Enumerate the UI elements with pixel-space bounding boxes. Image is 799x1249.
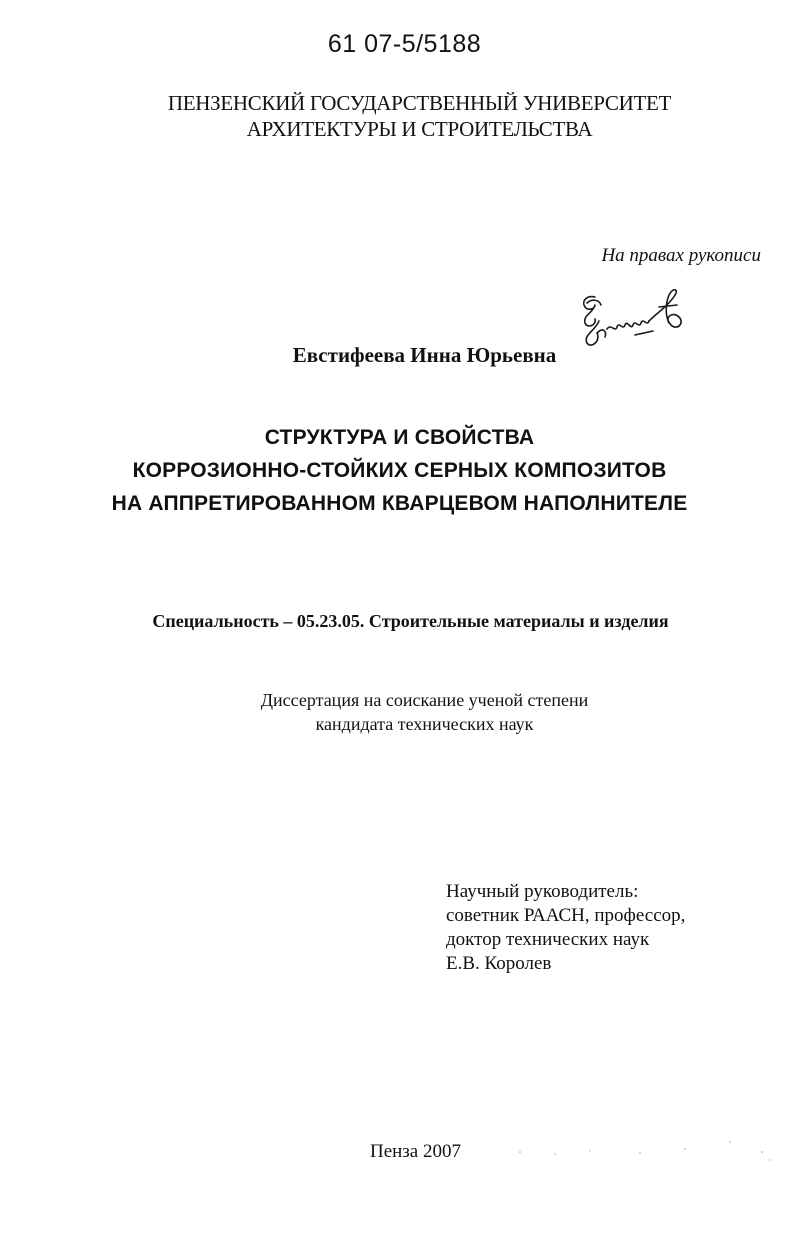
place-and-year: Пенза 2007	[369, 1141, 461, 1162]
university-name	[0, 90, 799, 142]
supervisor-line-3: доктор технических наук	[446, 929, 650, 950]
catalog-number: 61 07-5/5188	[327, 30, 482, 58]
dissertation-degree	[0, 688, 799, 736]
specialty: Специальность – 05.23.05. Строительные материалы и изделия	[152, 611, 669, 631]
supervisor-line-4: Е.В. Королев	[446, 953, 552, 974]
university-line-2: АРХИТЕКТУРЫ И СТРОИТЕЛЬСТВА	[246, 117, 593, 141]
scientific-supervisor	[446, 880, 685, 976]
manuscript-rights-note: На правах рукописи	[601, 245, 761, 266]
author-name: Евстифеева Инна Юрьевна	[292, 343, 557, 367]
university-line-1: ПЕНЗЕНСКИЙ ГОСУДАРСТВЕННЫЙ УНИВЕРСИТЕТ	[167, 91, 672, 115]
supervisor-line-1: Научный руководитель:	[446, 881, 639, 902]
dissertation-title	[0, 421, 799, 520]
dissertation-line-2: кандидата технических наук	[315, 714, 534, 734]
title-line-2: КОРРОЗИОННО-СТОЙКИХ СЕРНЫХ КОМПОЗИТОВ	[132, 459, 667, 482]
supervisor-line-2: советник РААСН, профессор,	[446, 905, 686, 926]
title-line-3: НА АППРЕТИРОВАННОМ КВАРЦЕВОМ НАПОЛНИТЕЛЕ	[111, 492, 688, 515]
dissertation-line-1: Диссертация на соискание ученой степени	[260, 690, 589, 710]
title-line-1: СТРУКТУРА И СВОЙСТВА	[264, 426, 535, 449]
scan-specks	[500, 1130, 780, 1170]
